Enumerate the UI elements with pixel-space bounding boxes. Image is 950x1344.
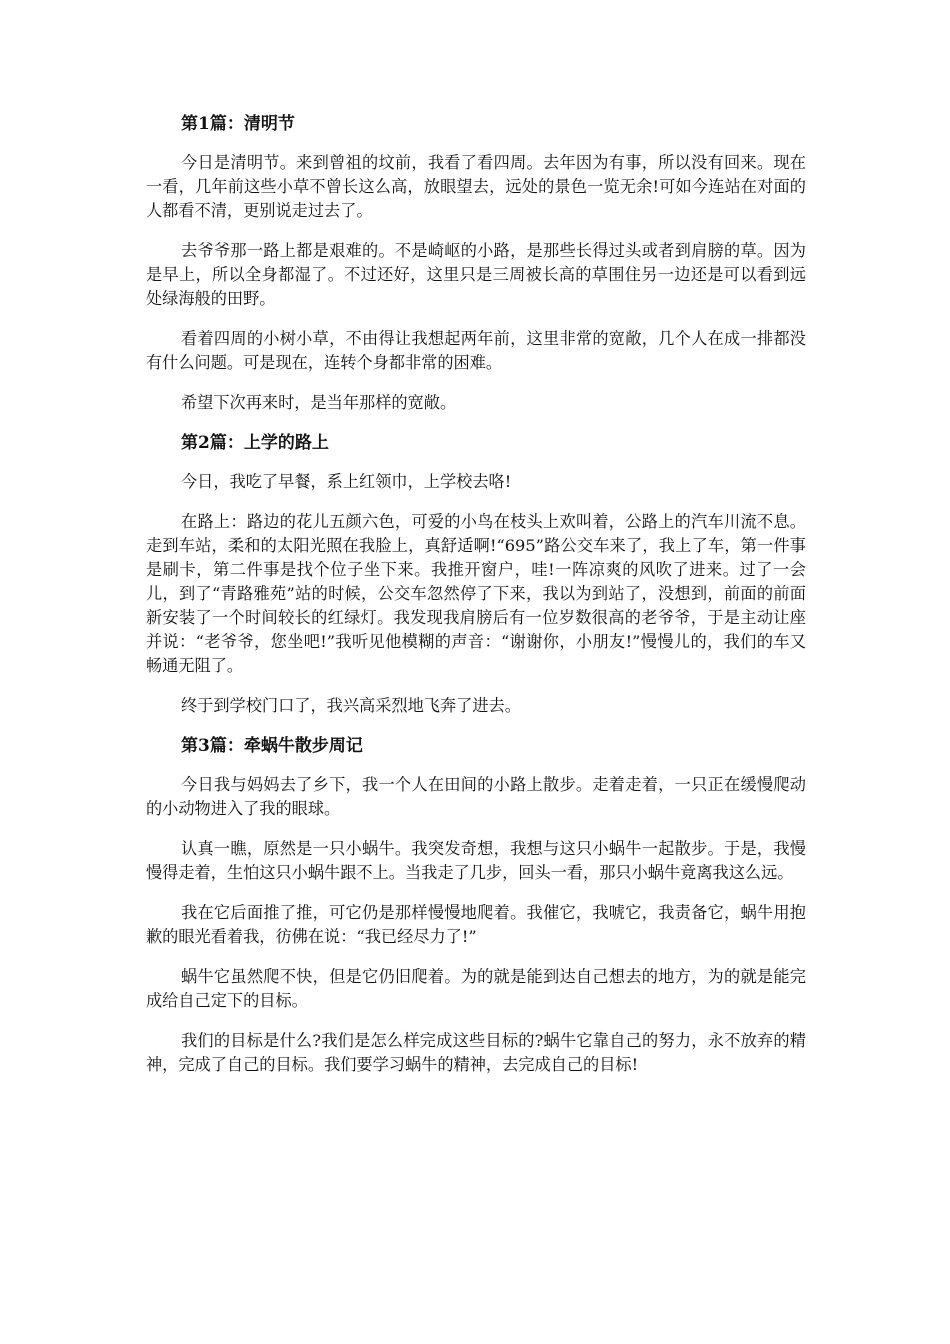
paragraph: 看着四周的小树小草，不由得让我想起两年前，这里非常的宽敞，几个人在成一排都没有什么问题。可是现在，连转个身都非常的困难。	[146, 329, 806, 372]
paragraph: 我们的目标是什么?我们是怎么样完成这些目标的?蜗牛它靠自己的努力，永不放弃的精神，完成了自己的目标。我们要学习蜗牛的精神，去完成自己的目标!	[146, 1031, 806, 1074]
section-title: 第1篇：清明节	[181, 114, 295, 134]
section-title: 第2篇：上学的路上	[181, 433, 329, 453]
paragraph: 今日，我吃了早餐，系上红领巾，上学校去咯!	[181, 472, 512, 491]
section-2	[146, 431, 806, 718]
document-page	[146, 112, 806, 1093]
paragraph: 今日我与妈妈去了乡下，我一个人在田间的小路上散步。走着走着，一只正在缓慢爬动的小动物进入了我的眼球。	[146, 775, 806, 818]
paragraph: 在路上：路边的花儿五颜六色，可爱的小鸟在枝头上欢叫着，公路上的汽车川流不息。走到车站，柔和的太阳光照在我脸上，真舒适啊!“695”路公交车来了，我上了车，第一件事是刷卡，第二件事是找个位子坐下来。我推开窗户，哇!一阵凉爽的风吹了进来。过了一会儿，到了“青路雅苑”站的时候，公交车忽然停了下来，我以为到站了，没想到，前面的前面新安装了一个时间较长的红绿灯。我发现我肩膀后有一位岁数很高的老爷爷，于是主动让座并说：“老爷爷，您坐吧!”我听见他模糊的声音：“谢谢你，小朋友!”慢慢儿的，我们的车又畅通无阻了。	[146, 512, 807, 675]
section-1	[146, 112, 806, 415]
section-title: 第3篇：牵蜗牛散步周记	[181, 736, 363, 756]
paragraph: 我在它后面推了推，可它仍是那样慢慢地爬着。我催它，我唬它，我责备它，蜗牛用抱歉的眼光看着我，彷佛在说：“我已经尽力了!”	[146, 903, 806, 946]
paragraph: 希望下次再来时，是当年那样的宽敞。	[181, 393, 457, 412]
paragraph: 蜗牛它虽然爬不快，但是它仍旧爬着。为的就是能到达自己想去的地方，为的就是能完成给自己定下的目标。	[146, 967, 806, 1010]
paragraph: 认真一瞧，原然是一只小蜗牛。我突发奇想，我想与这只小蜗牛一起散步。于是，我慢慢得走着，生怕这只小蜗牛跟不上。当我走了几步，回头一看，那只小蜗牛竟离我这么远。	[146, 839, 806, 882]
paragraph: 今日是清明节。来到曾祖的坟前，我看了看四周。去年因为有事，所以没有回来。现在一看，几年前这些小草不曾长这么高，放眼望去，远处的景色一览无余!可如今连站在对面的人都看不清，更别说走过去了。	[146, 153, 806, 220]
section-3	[146, 734, 806, 1077]
paragraph: 去爷爷那一路上都是艰难的。不是崎岖的小路，是那些长得过头或者到肩膀的草。因为是早上，所以全身都湿了。不过还好，这里只是三周被长高的草围住另一边还是可以看到远处绿海般的田野。	[146, 241, 806, 308]
paragraph: 终于到学校门口了，我兴高采烈地飞奔了进去。	[181, 696, 521, 715]
